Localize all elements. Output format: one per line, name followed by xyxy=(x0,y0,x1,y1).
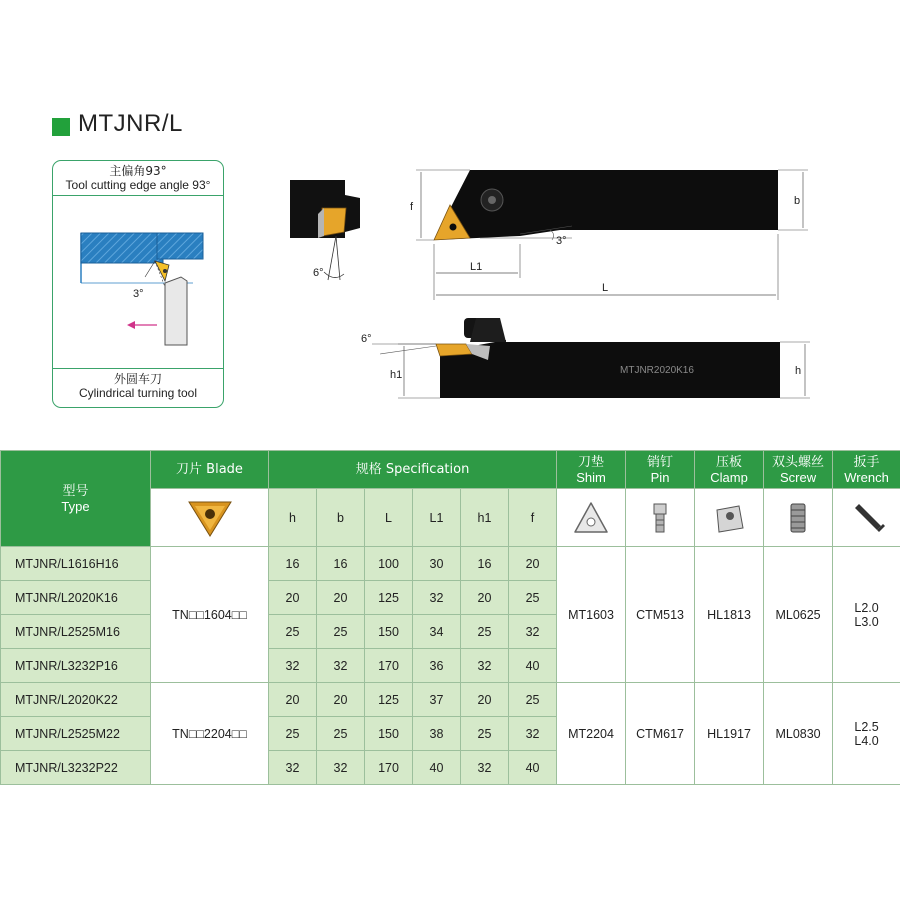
spec-cell: 125 xyxy=(365,581,413,615)
pin-header-en: Pin xyxy=(650,469,670,485)
spec-col-L: L xyxy=(365,489,413,547)
spec-header-label: 规格 Specification xyxy=(355,462,470,477)
clamp-cell: HL1917 xyxy=(695,683,764,785)
wrench-header xyxy=(833,451,900,489)
spec-cell: 32 xyxy=(269,649,317,683)
page-title: MTJNR/L xyxy=(78,110,183,137)
blade-header xyxy=(151,451,269,489)
spec-cell: 32 xyxy=(509,717,557,751)
dim-f-label: f xyxy=(410,201,414,213)
wrench-size-2: L3.0 xyxy=(854,614,879,629)
spec-cell: 25 xyxy=(269,717,317,751)
shim-header xyxy=(557,451,626,489)
spec-cell: 32 xyxy=(461,751,509,785)
screw-header-cn: 双头螺丝 xyxy=(772,454,825,470)
front-view xyxy=(361,318,810,398)
type-cell: MTJNR/L1616H16 xyxy=(1,547,151,581)
blade-cell: TN□□1604□□ xyxy=(151,547,269,683)
spec-col-h1: h1 xyxy=(461,489,509,547)
dim-L-label: L xyxy=(602,282,609,294)
spec-cell: 20 xyxy=(509,547,557,581)
top-view xyxy=(410,170,808,300)
spec-cell: 38 xyxy=(413,717,461,751)
type-cell: MTJNR/L2525M22 xyxy=(1,717,151,751)
side-view xyxy=(290,180,360,280)
spec-cell: 16 xyxy=(317,547,365,581)
spec-cell: 170 xyxy=(365,649,413,683)
screw-cell: ML0625 xyxy=(764,547,833,683)
type-cell: MTJNR/L3232P22 xyxy=(1,751,151,785)
spec-cell: 150 xyxy=(365,717,413,751)
screw-cell: ML0830 xyxy=(764,683,833,785)
spec-cell: 40 xyxy=(509,649,557,683)
spec-col-f: f xyxy=(509,489,557,547)
angle-value-label: 3° xyxy=(133,288,144,300)
spec-cell: 150 xyxy=(365,615,413,649)
spec-cell: 25 xyxy=(461,615,509,649)
shim-cell: MT1603 xyxy=(557,547,626,683)
pin-cell: CTM617 xyxy=(626,683,695,785)
spec-cell: 32 xyxy=(413,581,461,615)
shim-icon xyxy=(571,498,611,538)
spec-cell: 37 xyxy=(413,683,461,717)
tool-type-cn: 外圆车刀 xyxy=(113,372,162,386)
spec-cell: 20 xyxy=(317,683,365,717)
spec-cell: 32 xyxy=(509,615,557,649)
spec-cell: 25 xyxy=(509,581,557,615)
wrench-size-2: L4.0 xyxy=(854,733,879,748)
spec-cell: 30 xyxy=(413,547,461,581)
spec-cell: 32 xyxy=(461,649,509,683)
spec-cell: 40 xyxy=(413,751,461,785)
table-row xyxy=(1,683,900,717)
type-header-cn: 型号 xyxy=(62,483,89,499)
tool-type-en: Cylindrical turning tool xyxy=(78,386,198,400)
clamp-header-en: Clamp xyxy=(710,469,748,485)
spec-cell: 16 xyxy=(269,547,317,581)
shim-header-cn: 刀垫 xyxy=(578,454,605,470)
clamp-header-cn: 压板 xyxy=(716,454,743,470)
blade-header-label: 刀片 Blade xyxy=(176,462,243,477)
spec-cell: 100 xyxy=(365,547,413,581)
type-header-en: Type xyxy=(61,498,90,514)
wrench-image-cell xyxy=(833,489,900,547)
spec-cell: 20 xyxy=(269,581,317,615)
angle-title-en: Tool cutting edge angle 93° xyxy=(65,178,211,192)
spec-cell: 25 xyxy=(317,717,365,751)
spec-col-h: h xyxy=(269,489,317,547)
insert-icon xyxy=(185,498,235,538)
spec-cell: 20 xyxy=(269,683,317,717)
clamp-icon xyxy=(709,498,749,538)
blade-image-cell xyxy=(151,489,269,547)
side-angle-label: 6° xyxy=(313,267,324,279)
spec-col-b: b xyxy=(317,489,365,547)
type-header xyxy=(1,451,151,547)
spec-cell: 20 xyxy=(317,581,365,615)
type-cell: MTJNR/L2020K16 xyxy=(1,581,151,615)
screw-image-cell xyxy=(764,489,833,547)
screw-icon xyxy=(778,498,818,538)
wrench-size-1: L2.0 xyxy=(854,600,879,615)
spec-cell: 16 xyxy=(461,547,509,581)
blade-cell: TN□□2204□□ xyxy=(151,683,269,785)
dim-b-label: b xyxy=(794,195,801,207)
spec-header xyxy=(269,451,557,489)
wrench-cell xyxy=(833,683,900,785)
pin-image-cell xyxy=(626,489,695,547)
spec-col-L1: L1 xyxy=(413,489,461,547)
pin-icon xyxy=(640,498,680,538)
spec-cell: 25 xyxy=(269,615,317,649)
wrench-cell xyxy=(833,547,900,683)
wrench-header-cn: 扳手 xyxy=(853,454,880,470)
pin-cell: CTM513 xyxy=(626,547,695,683)
dim-h1-label: h1 xyxy=(390,369,403,381)
clamp-cell: HL1813 xyxy=(695,547,764,683)
spec-cell: 36 xyxy=(413,649,461,683)
dim-L1-label: L1 xyxy=(470,261,483,273)
clamp-image-cell xyxy=(695,489,764,547)
table-row xyxy=(1,547,900,581)
angle-title-cn: 主偏角93° xyxy=(109,164,167,178)
type-cell: MTJNR/L3232P16 xyxy=(1,649,151,683)
holder-engraving: MTJNR2020K16 xyxy=(620,365,694,376)
spec-cell: 25 xyxy=(461,717,509,751)
type-cell: MTJNR/L2020K22 xyxy=(1,683,151,717)
spec-cell: 34 xyxy=(413,615,461,649)
spec-cell: 32 xyxy=(317,649,365,683)
spec-cell: 32 xyxy=(317,751,365,785)
pin-header xyxy=(626,451,695,489)
spec-cell: 170 xyxy=(365,751,413,785)
screw-header-en: Screw xyxy=(779,469,817,485)
top-angle-label: 3° xyxy=(556,235,567,247)
shim-cell: MT2204 xyxy=(557,683,626,785)
type-cell: MTJNR/L2525M16 xyxy=(1,615,151,649)
pin-header-cn: 销钉 xyxy=(647,454,674,470)
clamp-header xyxy=(695,451,764,489)
shim-image-cell xyxy=(557,489,626,547)
spec-cell: 20 xyxy=(461,581,509,615)
spec-cell: 125 xyxy=(365,683,413,717)
spec-cell: 25 xyxy=(317,615,365,649)
dim-h-label: h xyxy=(795,365,802,377)
spec-cell: 20 xyxy=(461,683,509,717)
wrench-header-en: Wrench xyxy=(844,469,889,485)
shim-header-en: Shim xyxy=(576,469,606,485)
wrench-size-1: L2.5 xyxy=(854,719,879,734)
front-angle-label: 6° xyxy=(361,333,372,345)
wrench-icon xyxy=(847,498,887,538)
screw-header xyxy=(764,451,833,489)
spec-cell: 32 xyxy=(269,751,317,785)
spec-table xyxy=(0,450,900,785)
spec-cell: 40 xyxy=(509,751,557,785)
spec-cell: 25 xyxy=(509,683,557,717)
tool-holder-drawings xyxy=(0,0,900,445)
